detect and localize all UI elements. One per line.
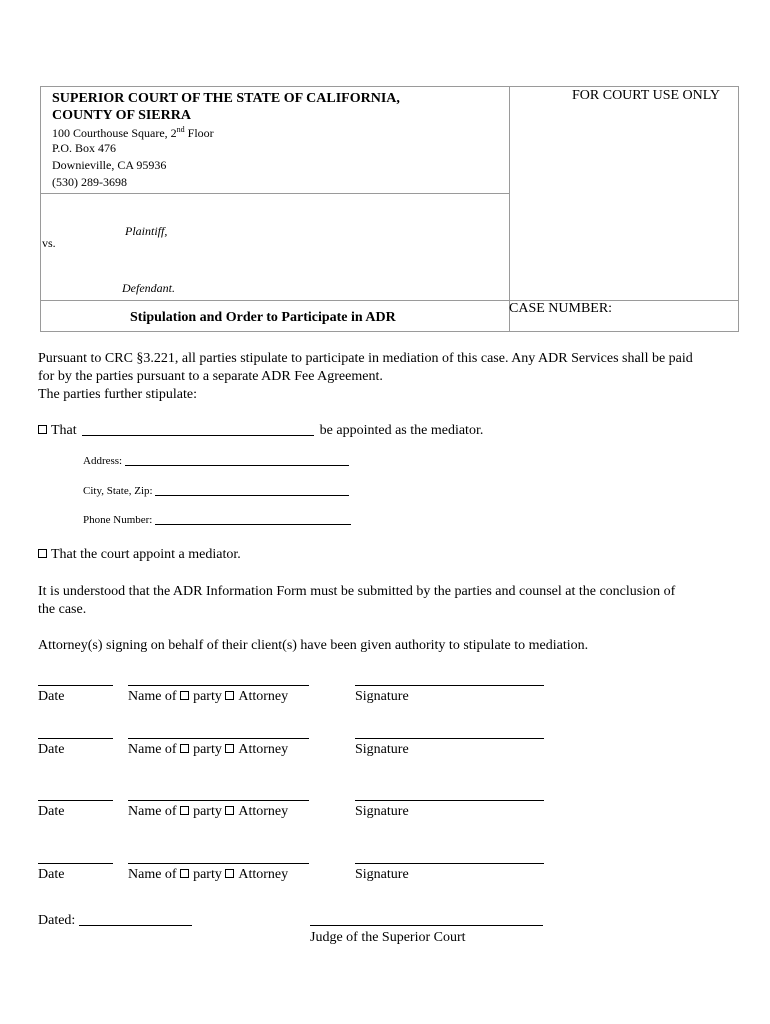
phone-number-blank[interactable] — [155, 524, 351, 525]
para2-line2: the case. — [38, 602, 87, 617]
judge-signature-line[interactable] — [310, 925, 543, 926]
name-line[interactable] — [128, 863, 309, 864]
signature-label: Signature — [355, 742, 409, 757]
date-line[interactable] — [38, 685, 113, 686]
name-line[interactable] — [128, 738, 309, 739]
plaintiff-label: Plaintiff, — [125, 224, 168, 238]
name-of-label: Name of party Attorney — [128, 867, 289, 882]
address-blank[interactable] — [125, 465, 349, 466]
date-line[interactable] — [38, 800, 113, 801]
para1-line2: for by the parties pursuant to a separate ADR Fee Agreement. — [38, 369, 383, 384]
attorney-authority-paragraph: Attorney(s) signing on behalf of their client(s) have been given authority to stipulate to mediation. — [38, 638, 589, 653]
court-use-label: FOR COURT USE ONLY — [572, 88, 721, 103]
party-checkbox-icon[interactable] — [180, 691, 189, 700]
court-address-line1: 100 Courthouse Square, 2nd Floor — [52, 125, 214, 140]
dated-blank[interactable] — [79, 925, 192, 926]
option-named-mediator[interactable]: That be appointed as the mediator. — [38, 423, 483, 439]
date-label: Date — [38, 867, 65, 882]
signature-line[interactable] — [355, 738, 544, 739]
signature-line[interactable] — [355, 685, 544, 686]
court-phone: (530) 289-3698 — [52, 175, 127, 189]
para1-line1: Pursuant to CRC §3.221, all parties stipulate to participate in mediation of this case. Any ADR Services shall be paid — [38, 351, 693, 366]
name-of-label: Name of party Attorney — [128, 689, 289, 704]
party-checkbox-icon[interactable] — [180, 744, 189, 753]
attorney-checkbox-icon[interactable] — [225, 869, 234, 878]
signature-line[interactable] — [355, 800, 544, 801]
mediator-address: Address: — [83, 455, 349, 467]
court-use-box — [509, 86, 739, 301]
name-of-label: Name of party Attorney — [128, 742, 289, 757]
para2-line1: It is understood that the ADR Information Form must be submitted by the parties and counsel at the conclusion of — [38, 584, 676, 599]
adr-information-paragraph — [38, 583, 753, 619]
party-checkbox-icon[interactable] — [180, 806, 189, 815]
city-state-zip-blank[interactable] — [155, 495, 349, 496]
stipulation-paragraph — [38, 350, 753, 404]
dated-field: Dated: — [38, 913, 192, 929]
party-checkbox-icon[interactable] — [180, 869, 189, 878]
court-address-line2: P.O. Box 476 — [52, 141, 117, 155]
name-of-label: Name of party Attorney — [128, 804, 289, 819]
name-line[interactable] — [128, 800, 309, 801]
attorney-checkbox-icon[interactable] — [225, 806, 234, 815]
para1-line3: The parties further stipulate: — [38, 387, 197, 402]
signature-label: Signature — [355, 804, 409, 819]
vs-label: vs. — [42, 236, 56, 250]
date-line[interactable] — [38, 863, 113, 864]
mediator-name-blank[interactable] — [82, 435, 314, 436]
date-label: Date — [38, 689, 65, 704]
signature-label: Signature — [355, 867, 409, 882]
signature-line[interactable] — [355, 863, 544, 864]
checkbox-icon[interactable] — [38, 549, 47, 558]
court-name-line1: SUPERIOR COURT OF THE STATE OF CALIFORNIA, — [52, 91, 400, 106]
checkbox-icon[interactable] — [38, 425, 47, 434]
court-name-line2: COUNTY OF SIERRA — [52, 108, 191, 123]
defendant-label: Defendant. — [122, 281, 175, 295]
case-number-label: CASE NUMBER: — [509, 301, 613, 316]
judge-label: Judge of the Superior Court — [310, 930, 466, 945]
signature-label: Signature — [355, 689, 409, 704]
option-court-appoint[interactable]: That the court appoint a mediator. — [38, 547, 241, 563]
attorney-checkbox-icon[interactable] — [225, 744, 234, 753]
mediator-phone: Phone Number: — [83, 514, 351, 526]
date-line[interactable] — [38, 738, 113, 739]
date-label: Date — [38, 804, 65, 819]
mediator-city: City, State, Zip: — [83, 485, 349, 497]
attorney-checkbox-icon[interactable] — [225, 691, 234, 700]
court-address-line3: Downieville, CA 95936 — [52, 158, 167, 172]
date-label: Date — [38, 742, 65, 757]
parties-box — [40, 193, 510, 301]
form-title: Stipulation and Order to Participate in ADR — [130, 310, 396, 325]
name-line[interactable] — [128, 685, 309, 686]
